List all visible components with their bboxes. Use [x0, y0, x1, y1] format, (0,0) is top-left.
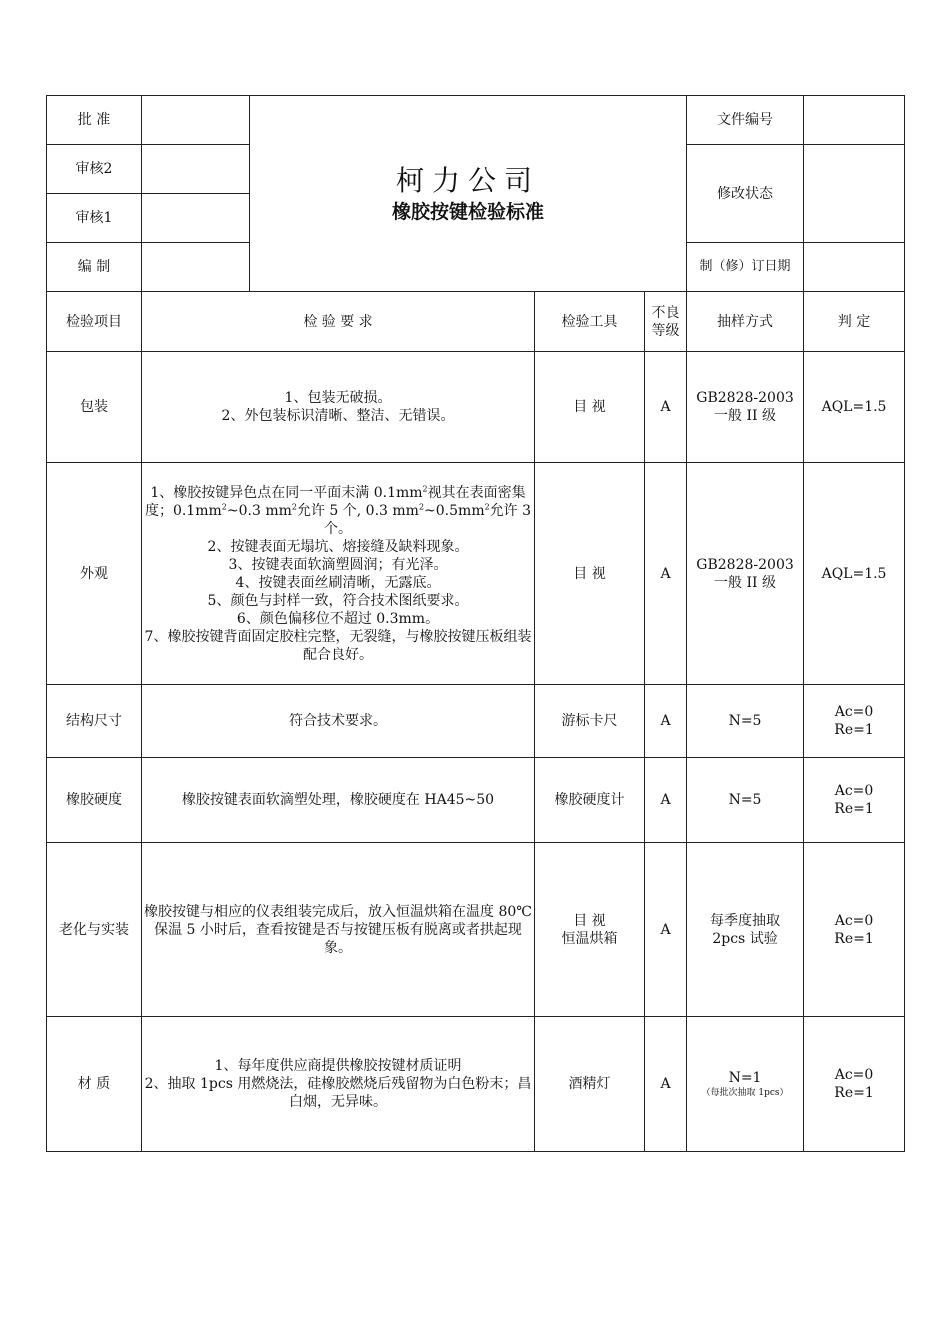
review2-label: 审核2 — [47, 145, 142, 194]
row-grade: A — [645, 1017, 687, 1152]
row-grade: A — [645, 758, 687, 843]
row-item: 外观 — [47, 463, 142, 685]
row-sampling: GB2828-2003 一般 II 级 — [687, 463, 804, 685]
company-name: 柯力公司 — [396, 163, 541, 197]
row-requirement: 橡胶按键与相应的仪表组装完成后，放入恒温烘箱在温度 80℃保温 5 小时后，查看按键是否与按键压板有脱离或者拱起现象。 — [142, 843, 535, 1017]
row-grade: A — [645, 352, 687, 463]
row-judge: Ac=0 Re=1 — [804, 758, 905, 843]
table-row — [47, 463, 905, 685]
table-row — [47, 352, 905, 463]
row-requirement: 橡胶按键表面软滴塑处理，橡胶硬度在 HA45~50 — [142, 758, 535, 843]
row-grade: A — [645, 463, 687, 685]
col-tool-header: 检验工具 — [535, 292, 645, 352]
prepare-label: 编 制 — [47, 243, 142, 292]
row-sampling: GB2828-2003 一般 II 级 — [687, 352, 804, 463]
col-sampling-header: 抽样方式 — [687, 292, 804, 352]
row-judge: AQL=1.5 — [804, 463, 905, 685]
row-judge: AQL=1.5 — [804, 352, 905, 463]
approve-label: 批 准 — [47, 96, 142, 145]
revision-status-label: 修改状态 — [687, 145, 804, 243]
revision-date-label: 制（修）订日期 — [687, 243, 804, 292]
review1-value — [142, 194, 250, 243]
row-tool: 目 视 — [535, 352, 645, 463]
inspection-standard-table — [46, 95, 905, 1152]
row-tool: 游标卡尺 — [535, 685, 645, 758]
table-row — [47, 758, 905, 843]
col-requirement-header: 检 验 要 求 — [142, 292, 535, 352]
row-judge: Ac=0 Re=1 — [804, 685, 905, 758]
row-judge: Ac=0 Re=1 — [804, 1017, 905, 1152]
row-tool: 目 视 — [535, 463, 645, 685]
row-sampling: N=5 — [687, 758, 804, 843]
table-row — [47, 843, 905, 1017]
row-requirement: 1、包装无破损。 2、外包装标识清晰、整洁、无错误。 — [142, 352, 535, 463]
review2-value — [142, 145, 250, 194]
file-number-value — [804, 96, 905, 145]
row-sampling: N=1 （每批次抽取 1pcs） — [687, 1017, 804, 1152]
row-sampling: N=5 — [687, 685, 804, 758]
prepare-value — [142, 243, 250, 292]
row-requirement: 符合技术要求。 — [142, 685, 535, 758]
row-item: 老化与实装 — [47, 843, 142, 1017]
approve-value — [142, 96, 250, 145]
sampling-note: （每批次抽取 1pcs） — [701, 1088, 789, 1098]
row-item: 橡胶硬度 — [47, 758, 142, 843]
revision-date-value — [804, 243, 905, 292]
row-item: 结构尺寸 — [47, 685, 142, 758]
row-tool: 目 视 恒温烘箱 — [535, 843, 645, 1017]
col-grade-header: 不良 等级 — [645, 292, 687, 352]
table-row — [47, 685, 905, 758]
row-sampling: 每季度抽取 2pcs 试验 — [687, 843, 804, 1017]
row-tool: 橡胶硬度计 — [535, 758, 645, 843]
row-tool: 酒精灯 — [535, 1017, 645, 1152]
file-number-label: 文件编号 — [687, 96, 804, 145]
row-requirement: 1、橡胶按键异色点在同一平面末满 $0.1mm^2$视其在表面密集度；$0.1mm^2\sim 0.3$ $mm^2$允许 5 个, 0.3 $mm^2\sim 0.5mm^2$允许 3 个。 2、按键表面无塌坑、熔接缝及缺料现象。 3、按键表面软滴塑圆润；有光泽。 4、按键表面丝刷清晰，无露底。 5、颜色与封样一致，符合技术图纸要求。 6、颜色偏移位不超过 0.3mm。 7、橡胶按键背面固定胶柱完整，无裂缝，与橡胶按键压板组装配合良好。 — [142, 463, 535, 685]
row-item: 包装 — [47, 352, 142, 463]
row-item: 材 质 — [47, 1017, 142, 1152]
title-block — [250, 96, 687, 292]
row-requirement: 1、每年度供应商提供橡胶按键材质证明 2、抽取 1pcs 用燃烧法，硅橡胶燃烧后残留物为白色粉末；昌白烟，无异味。 — [142, 1017, 535, 1152]
col-judge-header: 判 定 — [804, 292, 905, 352]
row-grade: A — [645, 685, 687, 758]
revision-status-value — [804, 145, 905, 243]
document-title: 橡胶按键检验标准 — [392, 200, 545, 223]
review1-label: 审核1 — [47, 194, 142, 243]
col-item-header: 检验项目 — [47, 292, 142, 352]
row-judge: Ac=0 Re=1 — [804, 843, 905, 1017]
table-row — [47, 1017, 905, 1152]
row-grade: A — [645, 843, 687, 1017]
